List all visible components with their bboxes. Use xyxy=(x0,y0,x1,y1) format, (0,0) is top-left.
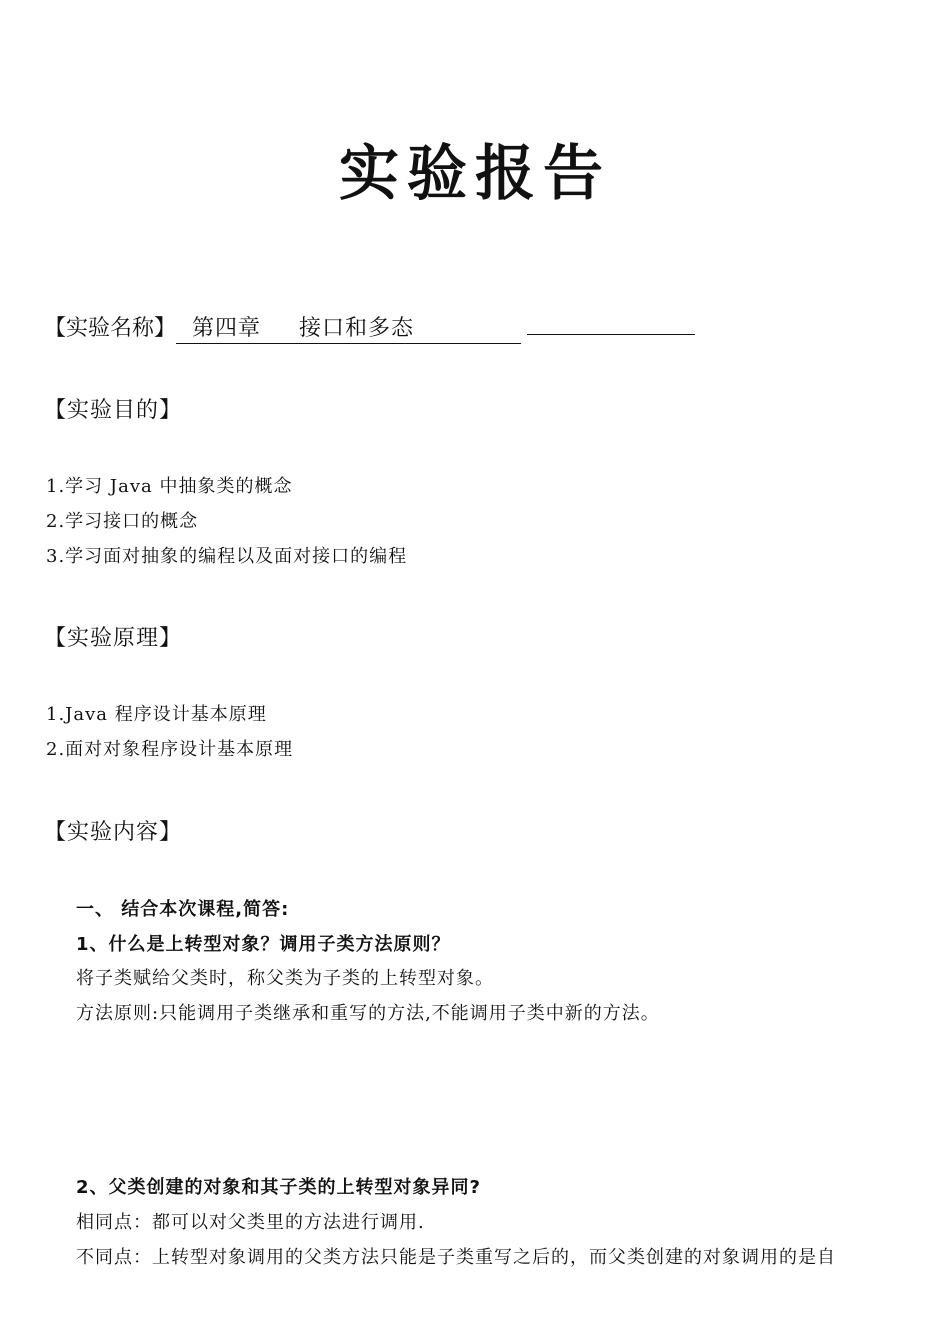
report-title: 实验报告 xyxy=(339,139,611,209)
principle-heading: 【实验原理】 xyxy=(44,626,183,651)
experiment-name-blank-underline xyxy=(527,308,695,335)
purpose-heading: 【实验目的】 xyxy=(44,398,183,423)
principle-item: 2.面对对象程序设计基本原理 xyxy=(46,739,294,760)
principle-item: 1.Java 程序设计基本原理 xyxy=(46,704,267,725)
purpose-item: 2.学习接口的概念 xyxy=(46,511,199,532)
answer-2-line: 相同点：都可以对父类里的方法进行调用. xyxy=(76,1212,425,1233)
purpose-item: 3.学习面对抽象的编程以及面对接口的编程 xyxy=(46,546,408,567)
content-heading: 【实验内容】 xyxy=(44,820,183,845)
answer-2-line: 不同点：上转型对象调用的父类方法只能是子类重写之后的，而父类创建的对象调用的是自 xyxy=(76,1247,836,1268)
answer-1-line: 方法原则:只能调用子类继承和重写的方法,不能调用子类中新的方法。 xyxy=(76,1003,660,1024)
answer-1-line: 将子类赋给父类时，称父类为子类的上转型对象。 xyxy=(76,968,494,989)
experiment-name-value: 第四章 接口和多态 xyxy=(176,315,521,344)
experiment-name-label: 【实验名称】 xyxy=(44,316,177,341)
question-1: 1、什么是上转型对象？调用子类方法原则？ xyxy=(76,934,451,955)
content-part-title: 一、 结合本次课程,简答: xyxy=(76,899,290,920)
question-2: 2、父类创建的对象和其子类的上转型对象异同? xyxy=(76,1177,481,1198)
purpose-item: 1.学习 Java 中抽象类的概念 xyxy=(46,476,293,497)
experiment-name-row xyxy=(44,308,695,344)
